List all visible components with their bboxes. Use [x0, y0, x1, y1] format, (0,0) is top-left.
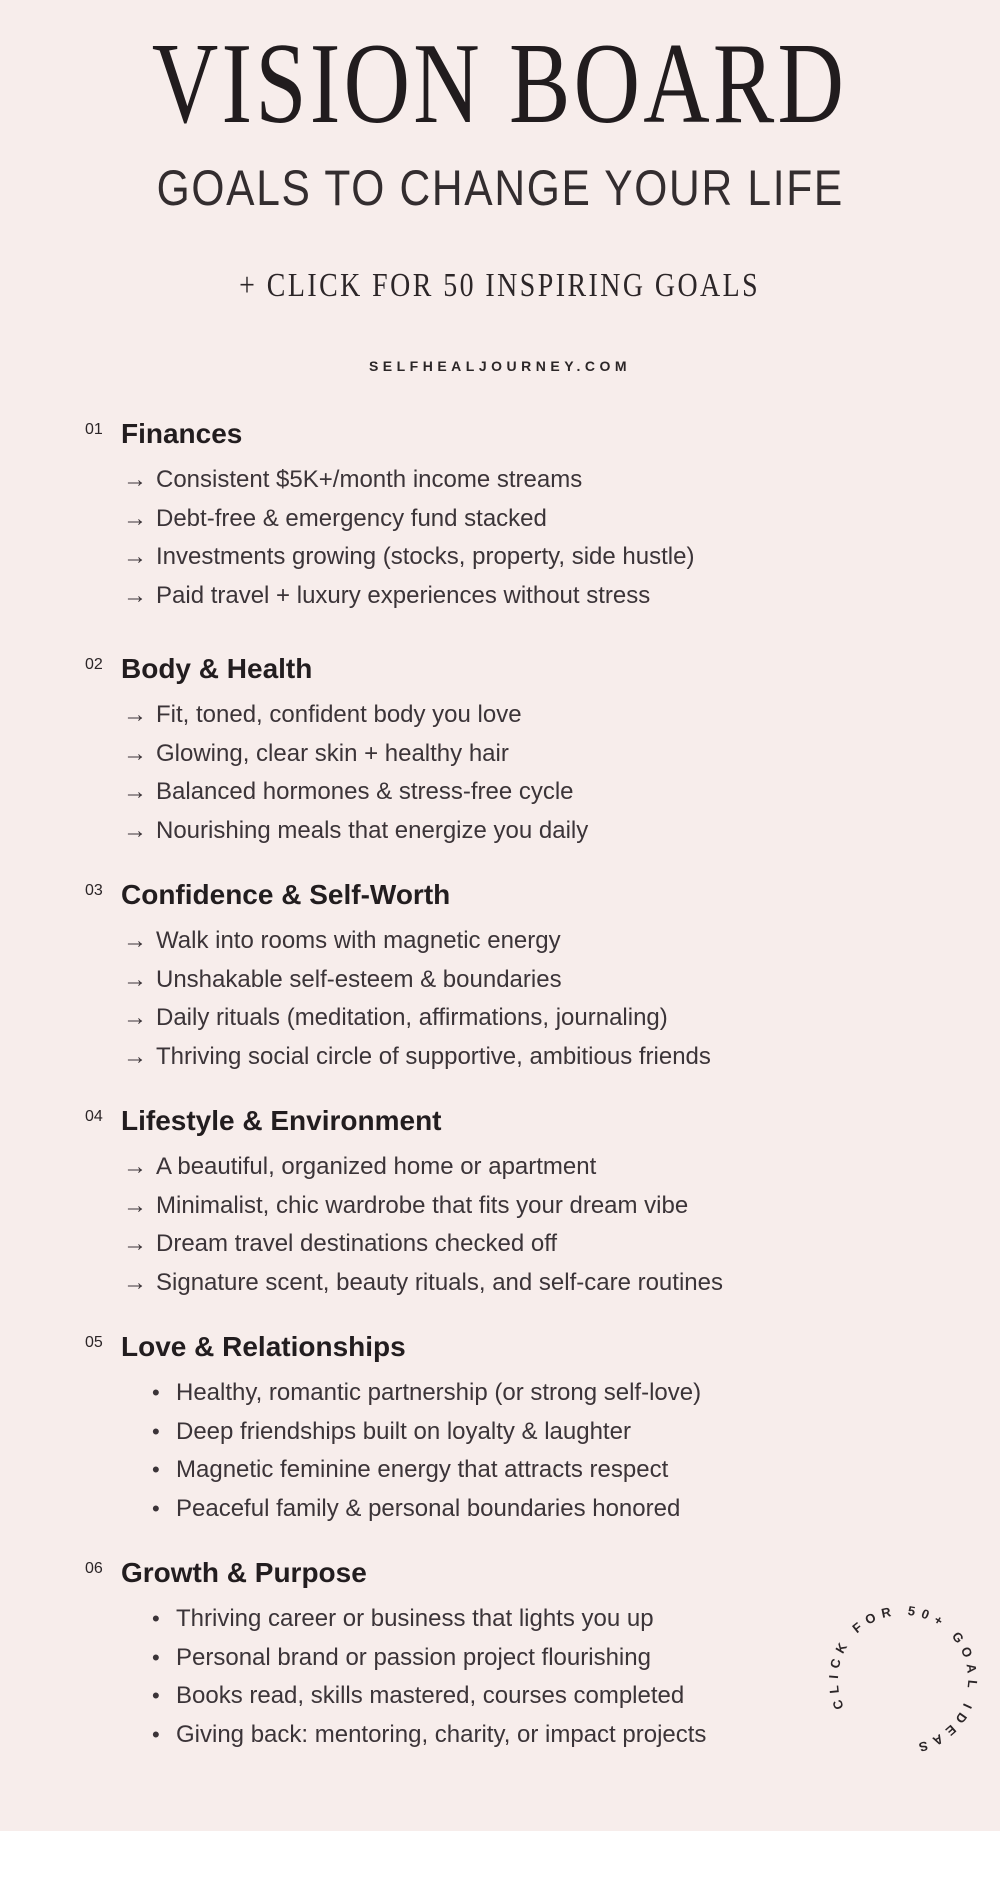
section-title: Confidence & Self-Worth	[121, 879, 451, 910]
goal-item-text: Books read, skills mastered, courses completed	[176, 1682, 685, 1710]
goal-item-text: Walk into rooms with magnetic energy	[156, 927, 561, 955]
website-url: SELFHEALJOURNEY.COM	[368, 358, 632, 374]
section-header	[0, 655, 1000, 696]
goal-item-text: Deep friendships built on loyalty & laughter	[176, 1417, 631, 1445]
goal-item	[0, 1451, 1000, 1490]
arrow-icon: →	[123, 543, 147, 571]
page-subtitle-text: GOALS TO CHANGE YOUR LIFE	[156, 160, 844, 216]
footer-white-strip	[0, 1831, 1000, 1900]
arrow-icon: →	[123, 739, 147, 767]
section-title: Body & Health	[121, 653, 313, 684]
goal-item-text: A beautiful, organized home or apartment	[156, 1153, 597, 1181]
bullet-icon: •	[152, 1644, 160, 1670]
section-header	[0, 1107, 1000, 1148]
bullet-icon: •	[152, 1606, 160, 1632]
goal-item-text: Debt-free & emergency fund stacked	[156, 504, 547, 532]
click-for-goals-link[interactable]	[0, 269, 1000, 303]
goal-item	[0, 812, 1000, 851]
arrow-icon: →	[123, 466, 147, 494]
goal-item	[0, 461, 1000, 500]
section-header	[0, 881, 1000, 922]
goal-item-text: Fit, toned, confident body you love	[156, 701, 522, 729]
goal-item-text: Healthy, romantic partnership (or strong self-love)	[176, 1379, 702, 1407]
goal-item-text: Giving back: mentoring, charity, or impact projects	[176, 1720, 707, 1748]
goal-item-text: Glowing, clear skin + healthy hair	[156, 739, 509, 767]
goal-item-text: Balanced hormones & stress-free cycle	[156, 778, 574, 806]
goal-item	[0, 1264, 1000, 1303]
goal-item-text: Personal brand or passion project flourishing	[176, 1643, 651, 1671]
arrow-icon: →	[123, 504, 147, 532]
goal-section-03	[0, 881, 1000, 1076]
bullet-icon: •	[152, 1418, 160, 1444]
goal-section-05	[0, 1333, 1000, 1528]
goal-item-text: Signature scent, beauty rituals, and self-care routines	[156, 1268, 723, 1296]
goal-item	[0, 999, 1000, 1038]
badge-circular-text: CLICK FOR 50+ GOAL IDEAS	[825, 1602, 981, 1757]
goal-section-02	[0, 655, 1000, 850]
bullet-icon: •	[152, 1721, 160, 1747]
bullet-icon: •	[152, 1683, 160, 1709]
arrow-icon: →	[123, 1153, 147, 1181]
goal-item-text: Thriving career or business that lights you up	[176, 1605, 654, 1633]
goal-item	[0, 773, 1000, 812]
goal-item	[0, 696, 1000, 735]
goal-item-text: Investments growing (stocks, property, side hustle)	[156, 543, 695, 571]
goal-item	[0, 1413, 1000, 1452]
goal-item-text: Paid travel + luxury experiences without stress	[156, 581, 651, 609]
click-for-goals-label: + CLICK FOR 50 INSPIRING GOALS	[239, 267, 761, 304]
goal-item-text: Consistent $5K+/month income streams	[156, 466, 583, 494]
goal-item	[0, 922, 1000, 961]
header	[0, 0, 1000, 373]
arrow-icon: →	[123, 778, 147, 806]
section-number: 03	[85, 882, 103, 899]
section-number: 02	[85, 656, 103, 673]
goal-item-text: Daily rituals (meditation, affirmations, journaling)	[156, 1004, 668, 1032]
goal-item	[0, 735, 1000, 774]
arrow-icon: →	[123, 701, 147, 729]
goal-item-text: Minimalist, chic wardrobe that fits your dream vibe	[156, 1191, 689, 1219]
arrow-icon: →	[123, 816, 147, 844]
goal-item-text: Peaceful family & personal boundaries honored	[176, 1494, 681, 1522]
arrow-icon: →	[123, 581, 147, 609]
page-title-text: VISION BOARD	[152, 20, 848, 147]
goal-item	[0, 1148, 1000, 1187]
click-for-goal-ideas-badge[interactable]	[808, 1585, 998, 1775]
section-header	[0, 1333, 1000, 1374]
section-title: Lifestyle & Environment	[121, 1105, 442, 1136]
svg-text:CLICK FOR 50+ GOAL IDEAS	[808, 1585, 998, 1775]
section-title: Finances	[121, 418, 243, 449]
bullet-icon: •	[152, 1457, 160, 1483]
goal-item	[0, 1225, 1000, 1264]
arrow-icon: →	[123, 1004, 147, 1032]
goal-section-01	[0, 420, 1000, 615]
goal-item	[0, 961, 1000, 1000]
page-subtitle	[0, 160, 1000, 216]
goal-item	[0, 1038, 1000, 1077]
section-number: 06	[85, 1560, 103, 1577]
arrow-icon: →	[123, 927, 147, 955]
goal-item	[0, 1374, 1000, 1413]
page-title	[0, 0, 1000, 147]
arrow-icon: →	[123, 1230, 147, 1258]
goal-item	[0, 538, 1000, 577]
goal-item	[0, 500, 1000, 539]
arrow-icon: →	[123, 1191, 147, 1219]
goal-item-text: Unshakable self-esteem & boundaries	[156, 965, 562, 993]
bullet-icon: •	[152, 1495, 160, 1521]
bullet-icon: •	[152, 1380, 160, 1406]
goal-item-text: Dream travel destinations checked off	[156, 1230, 558, 1258]
section-number: 01	[85, 421, 103, 438]
section-title: Growth & Purpose	[121, 1557, 367, 1588]
section-header	[0, 420, 1000, 461]
goal-item	[0, 1490, 1000, 1529]
section-number: 05	[85, 1334, 103, 1351]
goal-item-text: Nourishing meals that energize you daily	[156, 816, 589, 844]
section-title: Love & Relationships	[121, 1331, 406, 1362]
arrow-icon: →	[123, 965, 147, 993]
goal-item-text: Magnetic feminine energy that attracts respect	[176, 1456, 669, 1484]
goal-section-04	[0, 1107, 1000, 1302]
section-number: 04	[85, 1108, 103, 1125]
goal-item-text: Thriving social circle of supportive, ambitious friends	[156, 1042, 711, 1070]
arrow-icon: →	[123, 1268, 147, 1296]
arrow-icon: →	[123, 1042, 147, 1070]
goal-item	[0, 1187, 1000, 1226]
goal-sections	[0, 420, 1000, 1754]
goal-item	[0, 577, 1000, 616]
